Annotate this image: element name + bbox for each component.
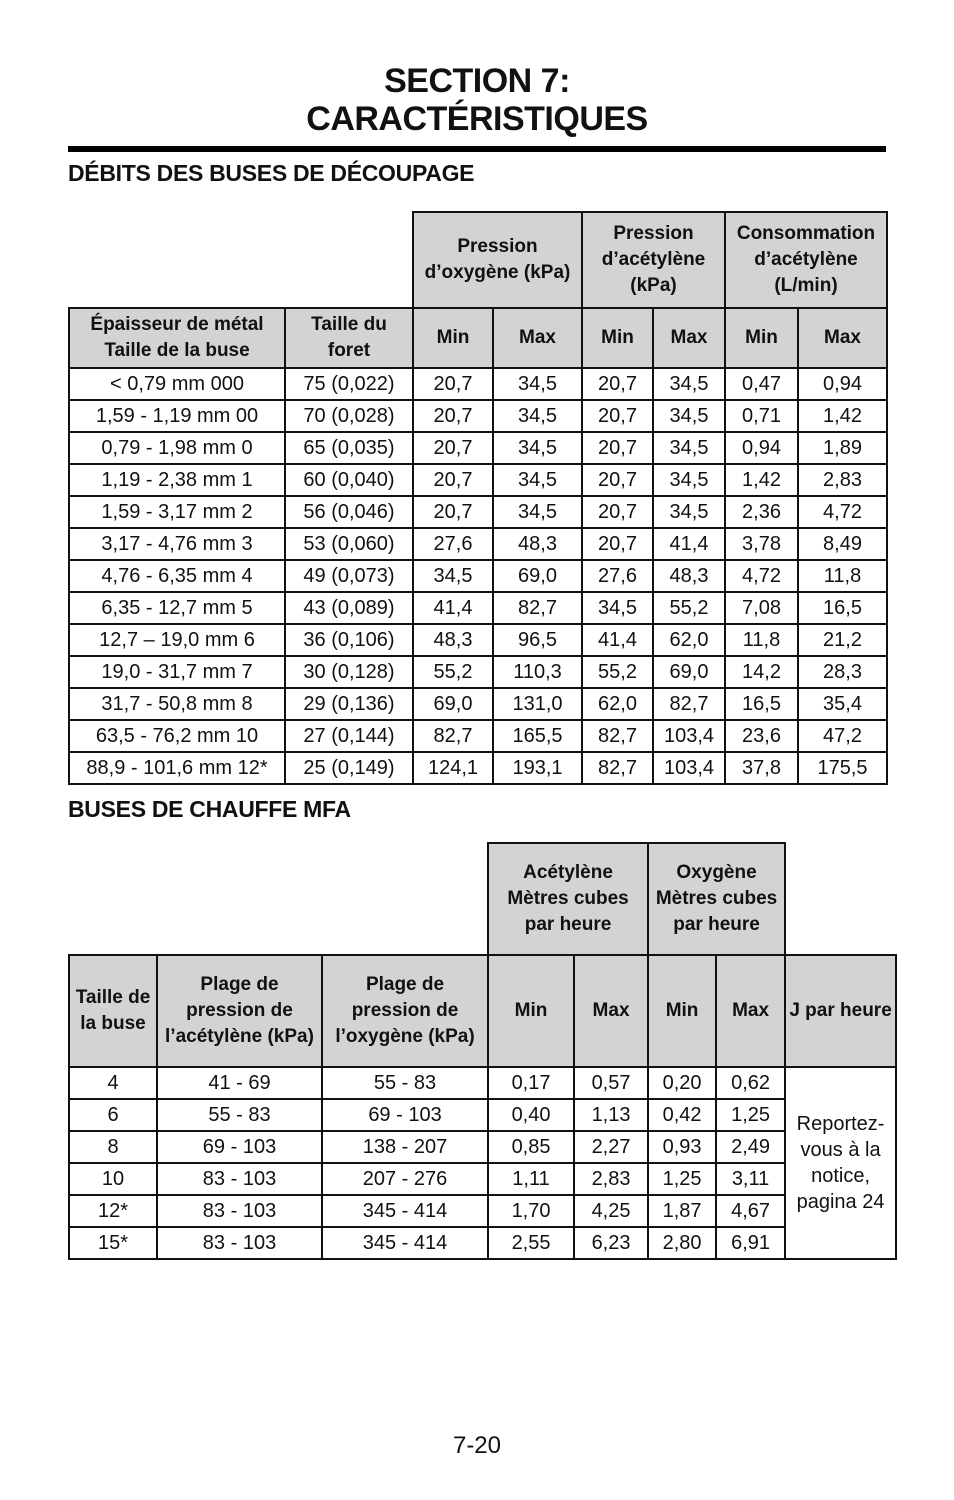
table-cell: 82,7 <box>582 752 653 784</box>
table-cell: 34,5 <box>653 400 725 432</box>
table-row <box>69 528 887 560</box>
table-cell: 48,3 <box>493 528 582 560</box>
table-cell: 0,94 <box>798 368 887 400</box>
table-row <box>69 1131 896 1163</box>
table-cell: 56 (0,046) <box>285 496 413 528</box>
table-cell: 1,87 <box>648 1195 716 1227</box>
table-row <box>69 720 887 752</box>
table-cell: 103,4 <box>653 720 725 752</box>
table-cell: 27 (0,144) <box>285 720 413 752</box>
table-cell: 34,5 <box>582 592 653 624</box>
table-cell: 4,72 <box>798 496 887 528</box>
table-row <box>69 624 887 656</box>
table-cell: 83 - 103 <box>157 1227 322 1259</box>
table-cell: 0,79 - 1,98 mm 0 <box>69 432 285 464</box>
table-cell: 2,80 <box>648 1227 716 1259</box>
table-cell: 10 <box>69 1163 157 1195</box>
column-header: Épaisseur de métal Taille de la buse <box>69 308 285 368</box>
column-header: J par heure <box>785 955 896 1067</box>
table-cell: 55,2 <box>653 592 725 624</box>
table-cell: 16,5 <box>798 592 887 624</box>
table-cell: 20,7 <box>413 432 493 464</box>
table-cell: 1,25 <box>648 1163 716 1195</box>
table-cell: 27,6 <box>582 560 653 592</box>
table-cell: 34,5 <box>493 400 582 432</box>
column-header: Max <box>716 955 785 1067</box>
table-cell: 1,59 - 1,19 mm 00 <box>69 400 285 432</box>
cutting-section-heading: DÉBITS DES BUSES DE DÉCOUPAGE <box>68 160 475 186</box>
table-cell: 62,0 <box>582 688 653 720</box>
table-cell: 124,1 <box>413 752 493 784</box>
table-cell: 2,27 <box>574 1131 648 1163</box>
table-cell: 0,47 <box>725 368 798 400</box>
table-cell: 55,2 <box>413 656 493 688</box>
table-cell: 34,5 <box>493 368 582 400</box>
table-cell: 20,7 <box>413 464 493 496</box>
table-cell: 48,3 <box>413 624 493 656</box>
table-cell: 1,13 <box>574 1099 648 1131</box>
column-header: Max <box>574 955 648 1067</box>
table-cell: 1,11 <box>488 1163 574 1195</box>
table-cell: 20,7 <box>413 368 493 400</box>
table-cell: 131,0 <box>493 688 582 720</box>
table-cell: 193,1 <box>493 752 582 784</box>
table-cell: 8,49 <box>798 528 887 560</box>
table-cell: 2,55 <box>488 1227 574 1259</box>
group-header-acetylene-consumption: Consommation d’acétylène (L/min) <box>725 212 887 308</box>
table-cell: 103,4 <box>653 752 725 784</box>
table-cell: 20,7 <box>582 368 653 400</box>
table-cell: 20,7 <box>582 400 653 432</box>
column-header: Min <box>488 955 574 1067</box>
table-cell: 2,83 <box>798 464 887 496</box>
table-row <box>69 688 887 720</box>
table-cell: 20,7 <box>413 400 493 432</box>
table-cell: 34,5 <box>653 432 725 464</box>
column-header: Min <box>413 308 493 368</box>
page-title-line1: SECTION 7: <box>384 62 570 100</box>
table-row <box>69 1099 896 1131</box>
table-cell: 27,6 <box>413 528 493 560</box>
table-cell: 3,11 <box>716 1163 785 1195</box>
table-cell: 138 - 207 <box>322 1131 488 1163</box>
table-cell: 1,42 <box>725 464 798 496</box>
group-header-oxygen-flow: Oxygène Mètres cubes par heure <box>648 843 785 955</box>
table-cell: 1,25 <box>716 1099 785 1131</box>
table-cell: 82,7 <box>582 720 653 752</box>
title-divider <box>68 146 886 152</box>
table-cell: 4,76 - 6,35 mm 4 <box>69 560 285 592</box>
table-cell: 19,0 - 31,7 mm 7 <box>69 656 285 688</box>
table-cell: 31,7 - 50,8 mm 8 <box>69 688 285 720</box>
table-cell: 2,49 <box>716 1131 785 1163</box>
table-row <box>69 560 887 592</box>
table-cell: 20,7 <box>582 528 653 560</box>
table-cell: 0,40 <box>488 1099 574 1131</box>
table-cell: 6,35 - 12,7 mm 5 <box>69 592 285 624</box>
table-cell: 0,42 <box>648 1099 716 1131</box>
table-cell: 35,4 <box>798 688 887 720</box>
table-cell: 110,3 <box>493 656 582 688</box>
table-cell: 7,08 <box>725 592 798 624</box>
table-cell: 20,7 <box>413 496 493 528</box>
column-header: Min <box>648 955 716 1067</box>
table-cell: 21,2 <box>798 624 887 656</box>
table-row <box>69 1067 896 1099</box>
table-cell: 20,7 <box>582 464 653 496</box>
table-cell: 1,19 - 2,38 mm 1 <box>69 464 285 496</box>
column-header: Max <box>653 308 725 368</box>
table-cell: 53 (0,060) <box>285 528 413 560</box>
table-cell: 0,57 <box>574 1067 648 1099</box>
table-cell: 47,2 <box>798 720 887 752</box>
table-cell: < 0,79 mm 000 <box>69 368 285 400</box>
column-header: Max <box>798 308 887 368</box>
table-cell: 82,7 <box>653 688 725 720</box>
heating-tips-table <box>68 842 897 1260</box>
table-cell: 2,83 <box>574 1163 648 1195</box>
table-row <box>69 496 887 528</box>
table-cell: 1,89 <box>798 432 887 464</box>
table-cell: 345 - 414 <box>322 1195 488 1227</box>
table-cell: 16,5 <box>725 688 798 720</box>
table-cell: 34,5 <box>653 368 725 400</box>
table-cell: 55 - 83 <box>322 1067 488 1099</box>
column-header: Min <box>725 308 798 368</box>
table-cell: 2,36 <box>725 496 798 528</box>
table-cell: 4 <box>69 1067 157 1099</box>
table-cell: 69 - 103 <box>322 1099 488 1131</box>
table-cell: 83 - 103 <box>157 1195 322 1227</box>
table-cell: 25 (0,149) <box>285 752 413 784</box>
table-cell: 55 - 83 <box>157 1099 322 1131</box>
column-header: Max <box>493 308 582 368</box>
table-cell: 82,7 <box>413 720 493 752</box>
group-header-acetylene-pressure: Pression d’acétylène (kPa) <box>582 212 725 308</box>
table-cell: 43 (0,089) <box>285 592 413 624</box>
table-cell: 165,5 <box>493 720 582 752</box>
table-cell: 69,0 <box>653 656 725 688</box>
table-cell: 14,2 <box>725 656 798 688</box>
table-cell: 69 - 103 <box>157 1131 322 1163</box>
table-cell: 28,3 <box>798 656 887 688</box>
table-cell: 60 (0,040) <box>285 464 413 496</box>
column-header: Min <box>582 308 653 368</box>
table-cell: 3,17 - 4,76 mm 3 <box>69 528 285 560</box>
table-cell: 15* <box>69 1227 157 1259</box>
table-cell: 0,93 <box>648 1131 716 1163</box>
table-cell: 34,5 <box>653 496 725 528</box>
table-row <box>69 656 887 688</box>
table-cell: 4,25 <box>574 1195 648 1227</box>
table-cell: 0,20 <box>648 1067 716 1099</box>
table-row <box>69 592 887 624</box>
table-cell: 12* <box>69 1195 157 1227</box>
table-cell: 175,5 <box>798 752 887 784</box>
table-row <box>69 464 887 496</box>
group-header-oxygen-pressure: Pression d’oxygène (kPa) <box>413 212 582 308</box>
table-cell: 36 (0,106) <box>285 624 413 656</box>
column-header: Taille du foret <box>285 308 413 368</box>
table-cell: 6,91 <box>716 1227 785 1259</box>
table-cell: 12,7 – 19,0 mm 6 <box>69 624 285 656</box>
table-cell: 11,8 <box>798 560 887 592</box>
empty-header-cell <box>69 843 488 955</box>
table-cell: 29 (0,136) <box>285 688 413 720</box>
table-cell: 0,17 <box>488 1067 574 1099</box>
table-cell: 1,70 <box>488 1195 574 1227</box>
table-cell: 34,5 <box>413 560 493 592</box>
table-cell: 83 - 103 <box>157 1163 322 1195</box>
cutting-tips-table <box>68 211 888 785</box>
table-cell: 34,5 <box>493 432 582 464</box>
table-cell: 37,8 <box>725 752 798 784</box>
column-header: Plage de pression de l’acétylène (kPa) <box>157 955 322 1067</box>
table-cell: 41,4 <box>413 592 493 624</box>
table-cell: 63,5 - 76,2 mm 10 <box>69 720 285 752</box>
table-cell: 69,0 <box>413 688 493 720</box>
table-row <box>69 1227 896 1259</box>
table-cell: 20,7 <box>582 432 653 464</box>
table-cell: 11,8 <box>725 624 798 656</box>
table-cell: 23,6 <box>725 720 798 752</box>
table-cell: 0,62 <box>716 1067 785 1099</box>
reference-note-cell: Reportez-vous à la notice, pagina 24 <box>785 1067 896 1259</box>
table-cell: 48,3 <box>653 560 725 592</box>
table-cell: 55,2 <box>582 656 653 688</box>
table-cell: 1,42 <box>798 400 887 432</box>
table-row <box>69 752 887 784</box>
page-number: 7-20 <box>452 1432 502 1459</box>
column-header: Taille de la buse <box>69 955 157 1067</box>
table-cell: 1,59 - 3,17 mm 2 <box>69 496 285 528</box>
table-cell: 6 <box>69 1099 157 1131</box>
table-cell: 34,5 <box>653 464 725 496</box>
table-cell: 96,5 <box>493 624 582 656</box>
table-cell: 0,94 <box>725 432 798 464</box>
heating-section-heading: BUSES DE CHAUFFE MFA <box>68 796 351 822</box>
table-row <box>69 1163 896 1195</box>
table-row <box>69 368 887 400</box>
table-cell: 69,0 <box>493 560 582 592</box>
table-cell: 20,7 <box>582 496 653 528</box>
table-row <box>69 400 887 432</box>
table-cell: 30 (0,128) <box>285 656 413 688</box>
column-header: Plage de pression de l’oxygène (kPa) <box>322 955 488 1067</box>
table-cell: 88,9 - 101,6 mm 12* <box>69 752 285 784</box>
table-row <box>69 1195 896 1227</box>
table-row <box>69 432 887 464</box>
table-cell: 345 - 414 <box>322 1227 488 1259</box>
table-cell: 82,7 <box>493 592 582 624</box>
table-cell: 3,78 <box>725 528 798 560</box>
table-cell: 207 - 276 <box>322 1163 488 1195</box>
empty-header-cell <box>785 843 896 955</box>
table-cell: 4,72 <box>725 560 798 592</box>
table-cell: 0,71 <box>725 400 798 432</box>
table-cell: 4,67 <box>716 1195 785 1227</box>
table-cell: 41 - 69 <box>157 1067 322 1099</box>
table-cell: 34,5 <box>493 496 582 528</box>
table-cell: 6,23 <box>574 1227 648 1259</box>
table-cell: 41,4 <box>653 528 725 560</box>
table-cell: 0,85 <box>488 1131 574 1163</box>
table-cell: 75 (0,022) <box>285 368 413 400</box>
table-cell: 62,0 <box>653 624 725 656</box>
page-title <box>68 62 886 138</box>
table-cell: 41,4 <box>582 624 653 656</box>
empty-header-cell <box>69 212 413 308</box>
table-cell: 70 (0,028) <box>285 400 413 432</box>
table-cell: 65 (0,035) <box>285 432 413 464</box>
table-cell: 49 (0,073) <box>285 560 413 592</box>
group-header-acetylene-flow: Acétylène Mètres cubes par heure <box>488 843 648 955</box>
page-title-line2: CARACTÉRISTIQUES <box>306 100 648 138</box>
table-cell: 8 <box>69 1131 157 1163</box>
table-cell: 34,5 <box>493 464 582 496</box>
